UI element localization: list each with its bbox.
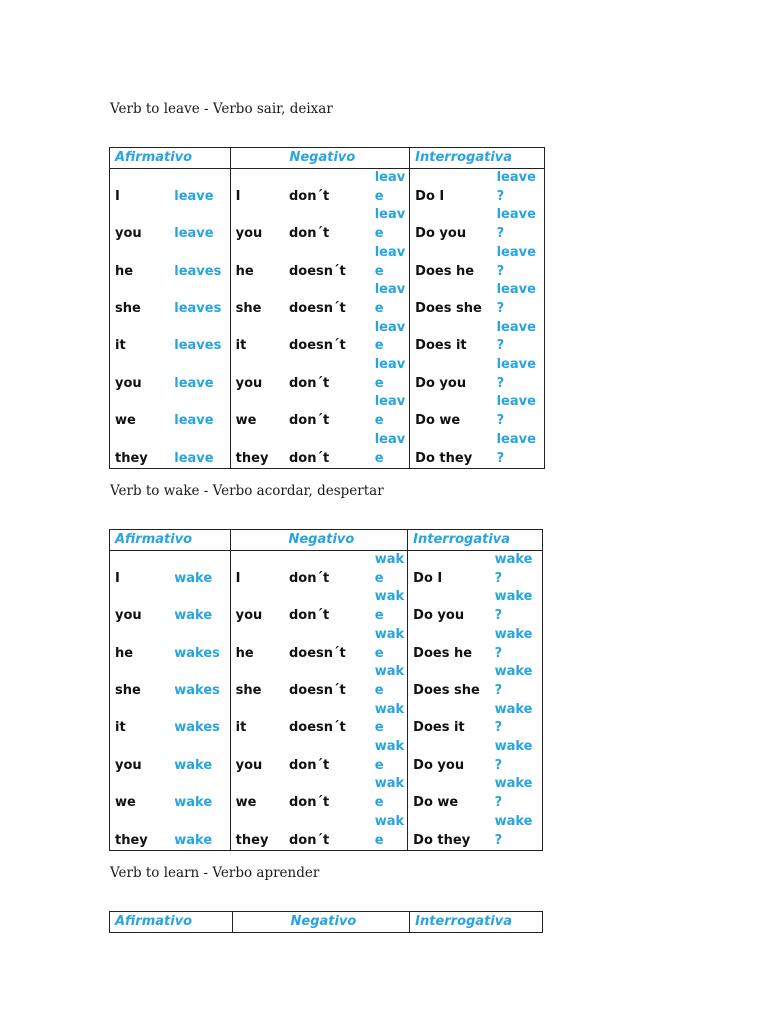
question-start: Do you: [410, 356, 492, 393]
question-verb-line1: wake: [494, 552, 533, 567]
question-verb-line2: ?: [494, 608, 503, 624]
negative-verb: [370, 393, 410, 430]
question-verb-line2: ?: [496, 226, 505, 242]
question-start: Does she: [408, 663, 490, 700]
question-verb-line2: ?: [494, 720, 503, 736]
question-verb-line1: wake: [494, 626, 533, 642]
affirmative-verb: leaves: [174, 300, 222, 316]
negative-verb-line2: e: [374, 832, 384, 848]
question-verb-line2: ?: [494, 832, 503, 848]
section-heading-learn: Verb to learn - Verbo aprender: [110, 865, 320, 881]
negative-verb: [370, 356, 410, 393]
table-row: [110, 356, 545, 393]
header-interrogativa: Interrogativa: [410, 912, 543, 933]
pronoun: you: [110, 206, 170, 243]
negative-verb-line1: leav: [374, 282, 406, 298]
negative-verb-line2: e: [374, 450, 384, 466]
question-verb-line1: leave: [496, 431, 536, 447]
conjugation-table-leave: [109, 147, 545, 469]
negative-verb: [370, 319, 410, 356]
question-verb: [490, 813, 543, 851]
question-verb: [490, 663, 543, 700]
negative-pronoun: we: [230, 775, 284, 812]
negative-verb-line1: wak: [374, 664, 405, 680]
negative-verb-line2: e: [374, 338, 384, 354]
question-verb-line1: leave: [496, 319, 536, 335]
negative-pronoun: she: [230, 281, 284, 318]
header-afirmativo: Afirmativo: [110, 530, 231, 551]
table-row: [110, 206, 545, 243]
affirmative-verb: leave: [174, 188, 214, 204]
pronoun: they: [110, 813, 170, 851]
question-start: Do you: [408, 588, 490, 625]
table-row: [110, 244, 545, 281]
negative-auxiliary: don´t: [288, 832, 330, 848]
question-verb: [490, 775, 543, 812]
table-row: [110, 813, 543, 851]
question-verb-line2: ?: [494, 757, 503, 773]
affirmative-verb: leave: [174, 375, 214, 391]
negative-pronoun: you: [230, 206, 284, 243]
negative-verb-line1: wak: [374, 776, 405, 792]
question-verb-line2: ?: [494, 682, 503, 698]
negative-verb-line2: e: [374, 188, 384, 204]
question-start: Do we: [410, 393, 492, 430]
pronoun: he: [110, 244, 170, 281]
question-verb-line2: ?: [494, 645, 503, 661]
negative-auxiliary: don´t: [288, 226, 330, 242]
negative-verb: [370, 626, 408, 663]
affirmative-verb: wakes: [174, 645, 220, 661]
question-verb: [492, 206, 545, 243]
affirmative-verb: wakes: [174, 682, 220, 698]
negative-verb: [370, 169, 410, 207]
question-verb-line1: leave: [496, 244, 536, 260]
negative-pronoun: we: [230, 393, 284, 430]
table-row: [110, 775, 543, 812]
question-verb: [492, 319, 545, 356]
table-row: [110, 281, 545, 318]
negative-verb-line1: wak: [374, 589, 405, 605]
negative-verb-line2: e: [374, 645, 384, 661]
pronoun: you: [110, 356, 170, 393]
table-header-row: [110, 148, 545, 169]
negative-pronoun: they: [230, 813, 284, 851]
header-negativo: Negativo: [232, 912, 409, 933]
negative-pronoun: you: [230, 738, 284, 775]
negative-verb-line1: wak: [374, 813, 405, 829]
question-verb-line2: ?: [494, 795, 503, 811]
negative-verb: [370, 431, 410, 469]
affirmative-verb: wake: [174, 757, 213, 773]
negative-auxiliary: doesn´t: [288, 720, 346, 736]
negative-pronoun: he: [230, 626, 284, 663]
table-row: [110, 169, 545, 207]
affirmative-verb: wakes: [174, 720, 220, 736]
negative-verb: [370, 738, 408, 775]
negative-pronoun: she: [230, 663, 284, 700]
negative-auxiliary: doesn´t: [288, 682, 346, 698]
question-verb-line2: ?: [496, 188, 505, 204]
pronoun: it: [110, 319, 170, 356]
negative-verb-line1: leav: [374, 207, 406, 223]
negative-pronoun: it: [230, 319, 284, 356]
header-interrogativa: Interrogativa: [410, 148, 545, 169]
pronoun: it: [110, 701, 170, 738]
table-row: [110, 701, 543, 738]
negative-verb-line2: e: [374, 608, 384, 624]
negative-verb-line2: e: [374, 375, 384, 391]
question-verb: [490, 701, 543, 738]
header-negativo: Negativo: [230, 148, 410, 169]
table-header-row: [110, 912, 543, 933]
negative-verb-line1: leav: [374, 431, 406, 447]
header-interrogativa: Interrogativa: [408, 530, 543, 551]
negative-auxiliary: don´t: [288, 757, 330, 773]
negative-verb: [370, 588, 408, 625]
negative-auxiliary: doesn´t: [288, 338, 346, 354]
affirmative-verb: leave: [174, 413, 214, 429]
negative-pronoun: I: [230, 551, 284, 589]
question-verb-line2: ?: [496, 450, 505, 466]
table-row: [110, 663, 543, 700]
affirmative-verb: leaves: [174, 338, 222, 354]
question-verb-line1: wake: [494, 739, 533, 755]
negative-verb-line1: leav: [374, 170, 406, 185]
table-row: [110, 626, 543, 663]
negative-verb: [370, 206, 410, 243]
question-verb-line2: ?: [496, 300, 505, 316]
question-verb-line1: wake: [494, 701, 533, 717]
question-verb-line1: wake: [494, 813, 533, 829]
question-start: Do I: [408, 551, 490, 589]
negative-auxiliary: don´t: [288, 570, 330, 586]
question-verb-line1: leave: [496, 357, 536, 373]
negative-verb-line2: e: [374, 682, 384, 698]
pronoun: he: [110, 626, 170, 663]
negative-auxiliary: don´t: [288, 795, 330, 811]
negative-auxiliary: doesn´t: [288, 645, 346, 661]
question-start: Do they: [408, 813, 490, 851]
negative-verb-line2: e: [374, 570, 384, 586]
header-afirmativo: Afirmativo: [110, 148, 231, 169]
affirmative-verb: leaves: [174, 263, 222, 279]
question-start: Do I: [410, 169, 492, 207]
question-verb-line1: leave: [496, 394, 536, 410]
pronoun: they: [110, 431, 170, 469]
negative-verb: [370, 551, 408, 589]
question-verb: [490, 551, 543, 589]
affirmative-verb: leave: [174, 450, 214, 466]
question-verb-line1: wake: [494, 589, 533, 605]
question-start: Do you: [410, 206, 492, 243]
question-verb-line1: leave: [496, 170, 536, 185]
negative-pronoun: you: [230, 588, 284, 625]
question-verb: [490, 738, 543, 775]
question-start: Does he: [408, 626, 490, 663]
table-body-wake: [110, 551, 543, 851]
negative-verb-line2: e: [374, 300, 384, 316]
question-verb-line2: ?: [496, 263, 505, 279]
pronoun: I: [110, 169, 170, 207]
question-verb: [490, 626, 543, 663]
question-verb-line1: leave: [496, 207, 536, 223]
negative-auxiliary: doesn´t: [288, 300, 346, 316]
negative-verb: [370, 775, 408, 812]
question-start: Does it: [410, 319, 492, 356]
question-verb: [492, 393, 545, 430]
negative-verb: [370, 701, 408, 738]
question-verb-line1: wake: [494, 776, 533, 792]
negative-pronoun: they: [230, 431, 284, 469]
pronoun: you: [110, 588, 170, 625]
negative-verb-line2: e: [374, 757, 384, 773]
question-start: Do you: [408, 738, 490, 775]
negative-pronoun: he: [230, 244, 284, 281]
question-verb: [490, 588, 543, 625]
question-verb: [492, 244, 545, 281]
table-header-row: [110, 530, 543, 551]
question-verb-line2: ?: [496, 375, 505, 391]
negative-auxiliary: don´t: [288, 413, 330, 429]
negative-auxiliary: don´t: [288, 450, 330, 466]
negative-verb-line2: e: [374, 720, 384, 736]
affirmative-verb: wake: [174, 795, 213, 811]
negative-verb: [370, 281, 410, 318]
table-row: [110, 551, 543, 589]
negative-verb-line2: e: [374, 263, 384, 279]
question-verb: [492, 281, 545, 318]
header-afirmativo: Afirmativo: [110, 912, 233, 933]
negative-pronoun: it: [230, 701, 284, 738]
question-start: Do we: [408, 775, 490, 812]
affirmative-verb: wake: [174, 608, 213, 624]
negative-verb: [370, 244, 410, 281]
question-start: Do they: [410, 431, 492, 469]
negative-verb-line2: e: [374, 413, 384, 429]
negative-auxiliary: don´t: [288, 188, 330, 204]
negative-verb: [370, 663, 408, 700]
negative-verb-line1: wak: [374, 552, 405, 567]
conjugation-table-wake: [109, 529, 543, 851]
pronoun: she: [110, 281, 170, 318]
question-verb-line2: ?: [496, 413, 505, 429]
negative-verb-line1: wak: [374, 701, 405, 717]
negative-verb-line1: leav: [374, 394, 406, 410]
question-verb: [492, 169, 545, 207]
affirmative-verb: wake: [174, 570, 213, 586]
table-row: [110, 431, 545, 469]
question-start: Does it: [408, 701, 490, 738]
table-row: [110, 319, 545, 356]
section-heading-wake: Verb to wake - Verbo acordar, despertar: [110, 483, 384, 499]
pronoun: she: [110, 663, 170, 700]
table-body-leave: [110, 169, 545, 469]
negative-pronoun: I: [230, 169, 284, 207]
negative-verb-line1: leav: [374, 319, 406, 335]
negative-auxiliary: don´t: [288, 608, 330, 624]
affirmative-verb: wake: [174, 832, 213, 848]
conjugation-table-learn: [109, 911, 543, 933]
question-start: Does he: [410, 244, 492, 281]
header-negativo: Negativo: [230, 530, 408, 551]
question-start: Does she: [410, 281, 492, 318]
question-verb: [492, 431, 545, 469]
negative-verb-line2: e: [374, 226, 384, 242]
table-row: [110, 738, 543, 775]
section-heading-leave: Verb to leave - Verbo sair, deixar: [110, 101, 333, 117]
affirmative-verb: leave: [174, 226, 214, 242]
pronoun: we: [110, 393, 170, 430]
pronoun: I: [110, 551, 170, 589]
question-verb-line2: ?: [496, 338, 505, 354]
negative-verb-line1: leav: [374, 244, 406, 260]
negative-pronoun: you: [230, 356, 284, 393]
table-row: [110, 588, 543, 625]
negative-verb: [370, 813, 408, 851]
question-verb-line1: wake: [494, 664, 533, 680]
question-verb-line2: ?: [494, 570, 503, 586]
negative-verb-line1: wak: [374, 739, 405, 755]
table-row: [110, 393, 545, 430]
negative-auxiliary: doesn´t: [288, 263, 346, 279]
pronoun: you: [110, 738, 170, 775]
question-verb-line1: leave: [496, 282, 536, 298]
negative-verb-line2: e: [374, 795, 384, 811]
negative-verb-line1: wak: [374, 626, 405, 642]
negative-auxiliary: don´t: [288, 375, 330, 391]
negative-verb-line1: leav: [374, 357, 406, 373]
pronoun: we: [110, 775, 170, 812]
question-verb: [492, 356, 545, 393]
